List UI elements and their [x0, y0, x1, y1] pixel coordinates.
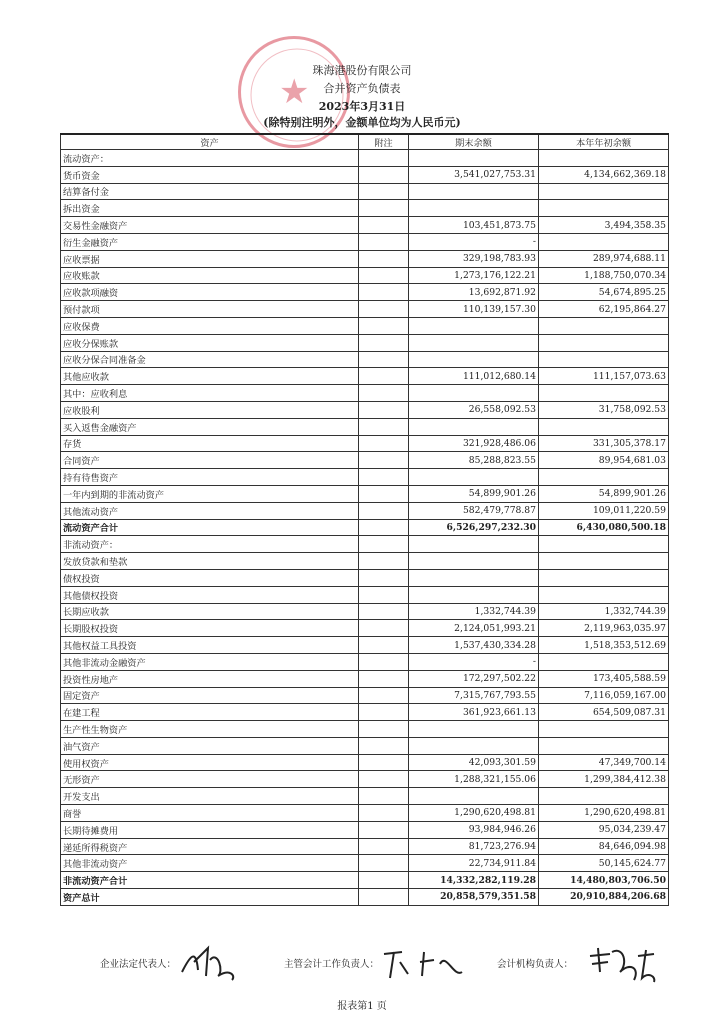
line-item-name: 非流动资产合计	[61, 872, 359, 889]
line-item-name: 其他非流动金融资产	[61, 653, 359, 670]
line-item-name: 开发支出	[61, 788, 359, 805]
year-begin-balance	[539, 418, 669, 435]
period-end-balance: 1,288,321,155.06	[409, 771, 539, 788]
table-row	[61, 385, 669, 402]
line-item-name: 买入返售金融资产	[61, 418, 359, 435]
table-row	[61, 821, 669, 838]
year-begin-balance: 6,430,080,500.18	[539, 519, 669, 536]
table-row	[61, 838, 669, 855]
period-end-balance	[409, 418, 539, 435]
period-end-balance	[409, 553, 539, 570]
year-begin-balance: 54,674,895.25	[539, 284, 669, 301]
line-item-note	[359, 334, 409, 351]
table-row	[61, 200, 669, 217]
table-row	[61, 183, 669, 200]
year-begin-balance	[539, 317, 669, 334]
table-header-row	[61, 134, 669, 150]
year-begin-balance: 331,305,378.17	[539, 435, 669, 452]
table-row	[61, 603, 669, 620]
year-begin-balance: 3,494,358.35	[539, 217, 669, 234]
period-end-balance: 13,692,871.92	[409, 284, 539, 301]
table-row	[61, 351, 669, 368]
company-name: 珠海港股份有限公司	[312, 64, 412, 77]
year-begin-balance: 109,011,220.59	[539, 502, 669, 519]
line-item-name: 资产总计	[61, 889, 359, 906]
table-row	[61, 217, 669, 234]
line-item-name: 长期应收款	[61, 603, 359, 620]
line-item-note	[359, 519, 409, 536]
period-end-balance: 3,541,027,753.31	[409, 166, 539, 183]
legal-representative-label: 企业法定代表人：	[100, 959, 177, 970]
period-end-balance: 54,899,901.26	[409, 485, 539, 502]
table-row	[61, 687, 669, 704]
line-item-note	[359, 821, 409, 838]
period-end-balance	[409, 586, 539, 603]
accounting-dept-head-label: 会计机构负责人：	[497, 959, 574, 970]
year-begin-balance	[539, 351, 669, 368]
column-header-year-begin: 本年年初余额	[539, 134, 669, 150]
line-item-note	[359, 435, 409, 452]
line-item-note	[359, 351, 409, 368]
line-item-note	[359, 553, 409, 570]
balance-sheet-table	[60, 133, 669, 906]
year-begin-balance: 89,954,681.03	[539, 452, 669, 469]
table-row	[61, 637, 669, 654]
line-item-note	[359, 166, 409, 183]
table-row	[61, 485, 669, 502]
line-item-note	[359, 653, 409, 670]
period-end-balance: 26,558,092.53	[409, 401, 539, 418]
year-begin-balance	[539, 586, 669, 603]
line-item-note	[359, 637, 409, 654]
period-end-balance	[409, 721, 539, 738]
line-item-note	[359, 838, 409, 855]
table-row	[61, 788, 669, 805]
table-row	[61, 721, 669, 738]
line-item-name: 其他应收款	[61, 368, 359, 385]
year-begin-balance: 47,349,700.14	[539, 754, 669, 771]
line-item-name: 无形资产	[61, 771, 359, 788]
line-item-name: 长期待摊费用	[61, 821, 359, 838]
line-item-note	[359, 855, 409, 872]
year-begin-balance	[539, 653, 669, 670]
line-item-name: 合同资产	[61, 452, 359, 469]
line-item-name: 拆出资金	[61, 200, 359, 217]
year-begin-balance: 84,646,094.98	[539, 838, 669, 855]
year-begin-balance: 4,134,662,369.18	[539, 166, 669, 183]
line-item-note	[359, 536, 409, 553]
table-row	[61, 368, 669, 385]
period-end-balance	[409, 150, 539, 167]
line-item-name: 预付款项	[61, 301, 359, 318]
period-end-balance: 582,479,778.87	[409, 502, 539, 519]
line-item-name: 其中：应收利息	[61, 385, 359, 402]
table-row	[61, 284, 669, 301]
table-row	[61, 502, 669, 519]
accounting-head-label: 主管会计工作负责人：	[284, 959, 380, 970]
line-item-note	[359, 200, 409, 217]
table-row	[61, 166, 669, 183]
line-item-note	[359, 485, 409, 502]
line-item-note	[359, 150, 409, 167]
table-row	[61, 737, 669, 754]
line-item-note	[359, 805, 409, 822]
line-item-name: 应收保费	[61, 317, 359, 334]
table-row	[61, 754, 669, 771]
period-end-balance: 172,297,502.22	[409, 670, 539, 687]
period-end-balance	[409, 385, 539, 402]
table-row	[61, 771, 669, 788]
line-item-name: 生产性生物资产	[61, 721, 359, 738]
period-end-balance: 2,124,051,993.21	[409, 620, 539, 637]
line-item-name: 其他非流动资产	[61, 855, 359, 872]
line-item-note	[359, 401, 409, 418]
line-item-note	[359, 267, 409, 284]
table-row	[61, 469, 669, 486]
table-row	[61, 401, 669, 418]
line-item-note	[359, 301, 409, 318]
period-end-balance: 1,537,430,334.28	[409, 637, 539, 654]
column-header-asset: 资产	[61, 134, 359, 150]
table-row	[61, 855, 669, 872]
year-begin-balance: 31,758,092.53	[539, 401, 669, 418]
period-end-balance: 7,315,767,793.55	[409, 687, 539, 704]
line-item-note	[359, 771, 409, 788]
table-row	[61, 435, 669, 452]
year-begin-balance: 20,910,884,206.68	[539, 889, 669, 906]
period-end-balance: 1,332,744.39	[409, 603, 539, 620]
report-title: 合并资产负债表	[323, 82, 401, 95]
line-item-name: 投资性房地产	[61, 670, 359, 687]
year-begin-balance: 7,116,059,167.00	[539, 687, 669, 704]
period-end-balance	[409, 183, 539, 200]
year-begin-balance	[539, 200, 669, 217]
line-item-name: 债权投资	[61, 569, 359, 586]
line-item-note	[359, 670, 409, 687]
line-item-name: 发放贷款和垫款	[61, 553, 359, 570]
line-item-note	[359, 250, 409, 267]
period-end-balance	[409, 569, 539, 586]
table-row	[61, 233, 669, 250]
period-end-balance: -	[409, 233, 539, 250]
year-begin-balance	[539, 150, 669, 167]
line-item-note	[359, 317, 409, 334]
year-begin-balance: 1,332,744.39	[539, 603, 669, 620]
period-end-balance	[409, 788, 539, 805]
line-item-name: 油气资产	[61, 737, 359, 754]
year-begin-balance	[539, 721, 669, 738]
year-begin-balance: 14,480,803,706.50	[539, 872, 669, 889]
line-item-name: 非流动资产：	[61, 536, 359, 553]
line-item-name: 流动资产：	[61, 150, 359, 167]
table-row	[61, 586, 669, 603]
currency-unit-note: (除特别注明外，金额单位均为人民币元)	[263, 116, 461, 129]
line-item-name: 结算备付金	[61, 183, 359, 200]
period-end-balance: 14,332,282,119.28	[409, 872, 539, 889]
period-end-balance	[409, 317, 539, 334]
table-row	[61, 670, 669, 687]
year-begin-balance	[539, 183, 669, 200]
line-item-note	[359, 284, 409, 301]
line-item-name: 使用权资产	[61, 754, 359, 771]
line-item-note	[359, 721, 409, 738]
year-begin-balance	[539, 233, 669, 250]
period-end-balance: 110,139,157.30	[409, 301, 539, 318]
year-begin-balance	[539, 334, 669, 351]
year-begin-balance: 1,290,620,498.81	[539, 805, 669, 822]
period-end-balance: 93,984,946.26	[409, 821, 539, 838]
period-end-balance: 1,273,176,122.21	[409, 267, 539, 284]
period-end-balance: 42,093,301.59	[409, 754, 539, 771]
legal-representative-signature	[178, 942, 240, 984]
year-begin-balance	[539, 385, 669, 402]
period-end-balance: 329,198,783.93	[409, 250, 539, 267]
line-item-name: 其他流动资产	[61, 502, 359, 519]
table-row	[61, 553, 669, 570]
period-end-balance	[409, 200, 539, 217]
period-end-balance: 6,526,297,232.30	[409, 519, 539, 536]
line-item-name: 在建工程	[61, 704, 359, 721]
line-item-note	[359, 368, 409, 385]
accounting-head-signature	[380, 944, 466, 984]
line-item-note	[359, 469, 409, 486]
line-item-note	[359, 385, 409, 402]
year-begin-balance	[539, 469, 669, 486]
period-end-balance	[409, 334, 539, 351]
line-item-note	[359, 754, 409, 771]
table-row	[61, 704, 669, 721]
line-item-note	[359, 418, 409, 435]
line-item-note	[359, 183, 409, 200]
period-end-balance: -	[409, 653, 539, 670]
table-row	[61, 653, 669, 670]
line-item-note	[359, 872, 409, 889]
table-row	[61, 620, 669, 637]
year-begin-balance: 50,145,624.77	[539, 855, 669, 872]
year-begin-balance	[539, 737, 669, 754]
period-end-balance: 361,923,661.13	[409, 704, 539, 721]
period-end-balance: 81,723,276.94	[409, 838, 539, 855]
period-end-balance: 321,928,486.06	[409, 435, 539, 452]
line-item-note	[359, 502, 409, 519]
year-begin-balance	[539, 788, 669, 805]
period-end-balance: 85,288,823.55	[409, 452, 539, 469]
line-item-name: 应收股利	[61, 401, 359, 418]
line-item-name: 应收款项融资	[61, 284, 359, 301]
table-row	[61, 334, 669, 351]
period-end-balance: 20,858,579,351.58	[409, 889, 539, 906]
signature-row	[0, 948, 724, 988]
line-item-name: 商誉	[61, 805, 359, 822]
year-begin-balance: 173,405,588.59	[539, 670, 669, 687]
line-item-name: 应收分保账款	[61, 334, 359, 351]
table-row	[61, 452, 669, 469]
table-row	[61, 267, 669, 284]
table-row	[61, 250, 669, 267]
year-begin-balance: 111,157,073.63	[539, 368, 669, 385]
line-item-note	[359, 788, 409, 805]
year-begin-balance: 289,974,688.11	[539, 250, 669, 267]
line-item-note	[359, 586, 409, 603]
line-item-note	[359, 452, 409, 469]
column-header-note: 附注	[359, 134, 409, 150]
period-end-balance	[409, 536, 539, 553]
line-item-name: 衍生金融资产	[61, 233, 359, 250]
line-item-name: 应收账款	[61, 267, 359, 284]
seal-star-icon: ★	[279, 72, 310, 112]
line-item-name: 其他权益工具投资	[61, 637, 359, 654]
line-item-name: 应收分保合同准备金	[61, 351, 359, 368]
year-begin-balance: 654,509,087.31	[539, 704, 669, 721]
table-row	[61, 805, 669, 822]
period-end-balance	[409, 351, 539, 368]
year-begin-balance: 2,119,963,035.97	[539, 620, 669, 637]
line-item-note	[359, 889, 409, 906]
year-begin-balance: 62,195,864.27	[539, 301, 669, 318]
line-item-note	[359, 233, 409, 250]
year-begin-balance: 95,034,239.47	[539, 821, 669, 838]
table-row	[61, 301, 669, 318]
year-begin-balance: 1,188,750,070.34	[539, 267, 669, 284]
line-item-note	[359, 704, 409, 721]
year-begin-balance	[539, 553, 669, 570]
line-item-note	[359, 217, 409, 234]
period-end-balance	[409, 737, 539, 754]
line-item-name: 固定资产	[61, 687, 359, 704]
total-row	[61, 889, 669, 906]
line-item-note	[359, 737, 409, 754]
table-row	[61, 536, 669, 553]
year-begin-balance: 1,518,353,512.69	[539, 637, 669, 654]
total-row	[61, 872, 669, 889]
line-item-note	[359, 603, 409, 620]
year-begin-balance	[539, 569, 669, 586]
period-end-balance: 111,012,680.14	[409, 368, 539, 385]
year-begin-balance	[539, 536, 669, 553]
period-end-balance: 22,734,911.84	[409, 855, 539, 872]
line-item-name: 其他债权投资	[61, 586, 359, 603]
line-item-name: 一年内到期的非流动资产	[61, 485, 359, 502]
column-header-period-end: 期末余额	[409, 134, 539, 150]
line-item-name: 持有待售资产	[61, 469, 359, 486]
line-item-name: 应收票据	[61, 250, 359, 267]
line-item-note	[359, 620, 409, 637]
year-begin-balance: 54,899,901.26	[539, 485, 669, 502]
line-item-name: 流动资产合计	[61, 519, 359, 536]
line-item-name: 货币资金	[61, 166, 359, 183]
line-item-name: 存货	[61, 435, 359, 452]
line-item-name: 长期股权投资	[61, 620, 359, 637]
page-number: 报表第1 页	[337, 1001, 387, 1012]
line-item-name: 交易性金融资产	[61, 217, 359, 234]
period-end-balance	[409, 469, 539, 486]
table-row	[61, 569, 669, 586]
table-row	[61, 150, 669, 167]
line-item-note	[359, 569, 409, 586]
period-end-balance: 103,451,873.75	[409, 217, 539, 234]
table-row	[61, 317, 669, 334]
total-row	[61, 519, 669, 536]
accounting-dept-head-signature	[584, 942, 660, 986]
line-item-name: 递延所得税资产	[61, 838, 359, 855]
report-date: 2023年3月31日	[318, 100, 406, 113]
table-row	[61, 418, 669, 435]
year-begin-balance: 1,299,384,412.38	[539, 771, 669, 788]
period-end-balance: 1,290,620,498.81	[409, 805, 539, 822]
line-item-note	[359, 687, 409, 704]
